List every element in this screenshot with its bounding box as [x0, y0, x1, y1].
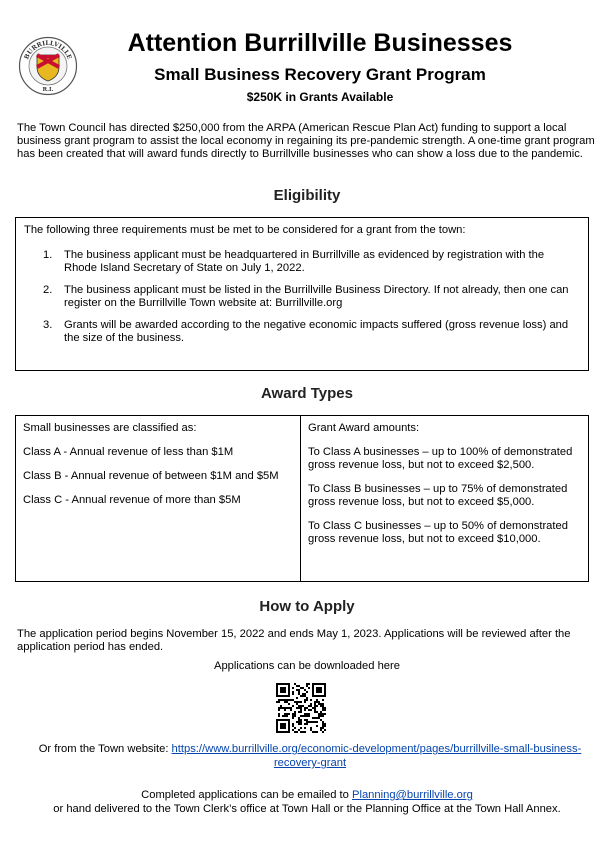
svg-text:R.I.: R.I.	[42, 87, 54, 93]
download-text: Applications can be downloaded here	[214, 660, 400, 672]
class-c-award: To Class C businesses – up to 50% of demonstrated gross revenue loss, but not to exceed $10,000.	[308, 520, 568, 545]
eligibility-box	[15, 217, 589, 371]
eligibility-item-text: Grants will be awarded according to the negative economic impacts suffered (gross revenue loss) and the size of the business.	[64, 319, 569, 344]
intro-paragraph: The Town Council has directed $250,000 from the ARPA (American Rescue Plan Act) funding to support a local business grant program to assist the local economy in regaining its pre-pandemic strength. A one-time grant program has been created that will award funds directly to Burrillville businesses who can show a loss due to the pandemic.	[17, 122, 595, 160]
hand-delivery-text: or hand delivered to the Town Clerk’s office at Town Hall or the Planning Office at the Town Hall Annex.	[53, 803, 561, 815]
eligibility-item-number: 1.	[43, 249, 53, 261]
how-to-apply-heading: How to Apply	[259, 598, 355, 615]
eligibility-item-text: The business applicant must be listed in the Burrillville Business Directory. If not already, then one can register on the Burrillville Town website at: Burrillville.org	[64, 284, 569, 309]
page-title: Attention Burrillville Businesses	[127, 29, 513, 57]
class-c-definition: Class C - Annual revenue of more than $5M	[23, 494, 241, 506]
application-qr-code[interactable]	[276, 683, 326, 733]
award-types-table	[15, 415, 589, 582]
application-period-text: The application period begins November 15, 2022 and ends May 1, 2023. Applications will be reviewed after the application period has ended.	[17, 628, 571, 653]
eligibility-item	[24, 284, 580, 310]
svg-text:BURRILLVILLE: BURRILLVILLE	[23, 39, 73, 61]
eligibility-item-number: 3.	[43, 319, 53, 331]
eligibility-heading: Eligibility	[273, 187, 341, 204]
eligibility-item	[24, 249, 580, 275]
grant-total-tagline: $250K in Grants Available	[246, 90, 394, 104]
planning-email-link[interactable]: Planning@burrillville.org	[352, 789, 473, 801]
class-b-award: To Class B businesses – up to 75% of demonstrated gross revenue loss, but not to exceed $5,000.	[308, 483, 568, 508]
email-line	[0, 789, 614, 802]
award-amounts-lead: Grant Award amounts:	[308, 422, 420, 434]
website-prefix: Or from the Town website:	[38, 743, 172, 755]
eligibility-item	[24, 319, 580, 345]
eligibility-item-number: 2.	[43, 284, 53, 296]
town-website-line	[30, 742, 590, 770]
email-prefix: Completed applications can be emailed to	[141, 789, 352, 801]
class-a-award: To Class A businesses – up to 100% of demonstrated gross revenue loss, but not to exceed $2,500.	[308, 446, 573, 471]
award-types-heading: Award Types	[261, 385, 353, 402]
eligibility-item-text: The business applicant must be headquartered in Burrillville as evidenced by registration with the Rhode Island Secretary of State on July 1, 2022.	[64, 249, 545, 274]
business-classes-lead: Small businesses are classified as:	[23, 422, 197, 434]
page-subtitle: Small Business Recovery Grant Program	[154, 65, 486, 84]
business-classes-column	[16, 416, 301, 581]
grant-page-link[interactable]: https://www.burrillville.org/economic-development/pages/burrillville-small-business-recovery-grant	[171, 743, 582, 769]
class-b-definition: Class B - Annual revenue of between $1M and $5M	[23, 470, 279, 482]
eligibility-lead: The following three requirements must be met to be considered for a grant from the town:	[24, 224, 466, 236]
class-a-definition: Class A - Annual revenue of less than $1M	[23, 446, 234, 458]
award-amounts-column	[301, 416, 588, 581]
